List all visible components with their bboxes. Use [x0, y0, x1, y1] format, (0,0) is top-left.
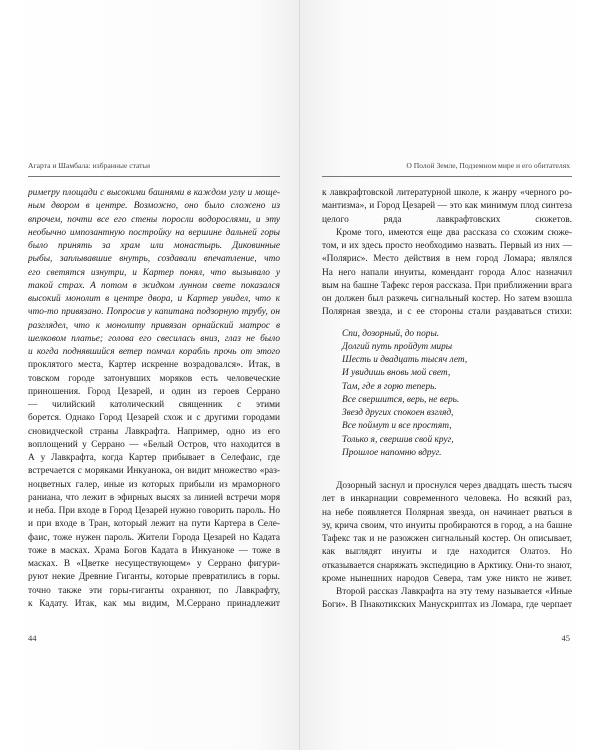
text-line: Дозорный заснул и проснулся через двадцать шесть тысяч: [336, 481, 572, 491]
right-page-number: 45: [561, 633, 570, 643]
text-line: к Кадату. Итак, как мы видим, М.Серрано принадлежит: [28, 598, 280, 609]
poem-line: Звезд других спокоен взгляд,: [342, 408, 454, 418]
text-line: ным двором в центре. Возможно, оно было сложено из: [28, 201, 280, 212]
text-line: что-то привязано. Попросив у капитана подзорную трубу, он: [28, 307, 280, 318]
text-line: эу, крича своим, что инуиты пробираются в город, а на башне: [322, 520, 572, 531]
text-line: приношения. Город Цезарей, и один из героев Серрано: [28, 386, 280, 397]
text-line: шелковом платье; голова его свесилась вниз, глаз не было: [28, 333, 280, 344]
text-line: было принять за храм или монастырь. Диковинные: [28, 241, 280, 251]
text-line: «Полярис». Место действия в нем город Ломара; являлся: [322, 254, 572, 265]
right-paragraphs-before-poem: [322, 187, 572, 320]
text-line: товском городе затонувших моряков есть человеческие: [28, 373, 280, 384]
poem-line: Только я, свершив свой круг,: [342, 434, 454, 445]
text-line: необычно импозантную постройку на вершине дальней горы: [28, 227, 280, 238]
text-line: На него напали инуиты, комендант города Алос назначил: [322, 267, 572, 278]
left-header-rule: [28, 176, 280, 177]
text-line: рыбы, заплывавшие внутрь, создавали впечатление, что: [28, 254, 280, 265]
text-line: его светятся изнутри, и Картер понял, что вызывало у: [28, 267, 280, 278]
text-line: точно также эти горы-гиганты охраняют, по Лавкрафту,: [28, 585, 280, 596]
text-line: масках. В «Цветке несуществующем» у Серрано фигури-: [28, 559, 280, 569]
text-line: на небе появляется Полярная звезда, он начинает рваться в: [322, 507, 572, 518]
right-running-head: О Полой Земле, Подземном мире и его обитателях: [406, 161, 570, 170]
text-line: вым на башне Тафекс героя рассказа. При приближении врага: [322, 280, 572, 291]
poem-line: Спи, дозорный, до поры.: [342, 328, 440, 339]
text-line: такой страх. А потом в жидком лунном свете показался: [28, 280, 280, 291]
poem-block: [322, 328, 572, 461]
text-line: Боги». В Пнакотикских Манускриптах из Ломара, где черпает: [322, 600, 572, 611]
poem-line: Долгий путь пройдут миры: [342, 341, 453, 352]
text-line: А у Лавкрафта, когда Картер прибывает в Селефаис, где: [28, 453, 280, 463]
text-line: ноцветных галер, иные из которых прибыли из мраморного: [28, 479, 280, 490]
text-line: том, и их здесь просто необходимо назвать. Первый из них —: [322, 241, 572, 251]
text-line: сновидческой страны Лавкрафта. Например, одно из его: [28, 426, 280, 437]
text-line: впрочем, почти все его стены поросли водорослями, и эту: [28, 214, 280, 225]
poem-line: Все поймут и все простят,: [342, 421, 452, 432]
text-line: и когда поднявшийся ветер помчал корабль прочь от этого: [28, 347, 280, 357]
text-line: Второй рассказ Лавкрафта на эту тему называется «Иные: [336, 587, 572, 597]
text-line: встречается с моряками Инкуанока, он видит множество «раз-: [28, 466, 280, 477]
text-line: фаис, тоже нужен пароль. Жители Города Цезарей но Кадата: [28, 532, 280, 543]
poem-gap-bottom: [322, 460, 572, 480]
text-line: раниана, что лежит в эфирных высях за линией встречи моря: [28, 492, 280, 503]
text-line: он должен был разжечь сигнальный костер. Но затем взошла: [322, 294, 572, 304]
poem-line: Там, где я горю теперь.: [342, 381, 437, 392]
right-header-rule: [322, 176, 572, 177]
text-line: к лавкрафтовской литературной школе, к жанру «черного ро-: [322, 188, 572, 198]
text-line: Полярная звезда, и с ее стороны стали раздаваться стихи:: [322, 307, 572, 318]
text-line: руют некие Древние Гиганты, которые превратились в горы.: [28, 572, 280, 583]
left-body-text: [28, 187, 280, 611]
text-line: и при входе в Тран, который лежит на пути Картера в Селе-: [28, 519, 280, 530]
poem-line: Все свершится, верь, не верь.: [342, 394, 460, 405]
text-line: разглядел, что к монолиту привязан орнайский матрос в: [28, 320, 280, 331]
text-line: отказывается снаряжать экспедицию в Арктику. Они-то знают,: [322, 560, 572, 571]
left-page-number: 44: [28, 633, 37, 643]
text-line: Кроме того, имеются еще два рассказа со схожим сюже-: [336, 227, 572, 238]
text-line: лет в инкарнации современного человека. Но всякий раз,: [322, 494, 572, 505]
text-line: проклятого места, Картер искренне возрадовался». Итак, в: [28, 360, 280, 371]
text-line: — чилийский католический священник с этими: [28, 400, 280, 410]
right-body-text: [322, 187, 572, 613]
right-paragraphs-after-poem: [322, 480, 572, 613]
text-line: мантизма», и Город Цезарей — это как минимум плод синтеза: [322, 201, 572, 212]
poem-line: Прошлое напомню вдруг.: [342, 447, 442, 458]
text-line: Тафекс так и не разожжен сигнальный костер. Он описывает,: [322, 534, 572, 544]
text-line: целого ряда лавкрафтовских сюжетов.: [322, 214, 572, 225]
text-line: борется. Однако Город Цезарей схож и с другими городами: [28, 413, 280, 424]
poem-gap-top: [322, 320, 572, 328]
text-line: кроме нынешних народов Севера, там уже никто не живет.: [322, 573, 572, 584]
text-line: тоже в масках. Храма Богов Кадата в Инкуаноке — тоже в: [28, 545, 280, 556]
poem-line: И увидишь вновь мой свет,: [342, 368, 451, 379]
text-line: высокий монолит в центре двора, и Картер увидел, что к: [28, 294, 280, 304]
text-line: как выглядят инуиты и где находится Олатоэ. Но: [322, 547, 572, 558]
text-line: римеrру площади с высокими башнями в каждом углу и моще-: [28, 188, 280, 198]
right-page: [300, 0, 600, 750]
text-line: и неба. При входе в Город Цезарей нужно говорить пароль. Но: [28, 506, 280, 516]
poem-line: Шесть и двадцать тысяч лет,: [342, 355, 468, 365]
left-running-head: Агарта и Шамбала: избранные статьи: [28, 161, 151, 170]
text-line: воплощений у Серрано — «Белый Остров, что находится в: [28, 439, 280, 450]
